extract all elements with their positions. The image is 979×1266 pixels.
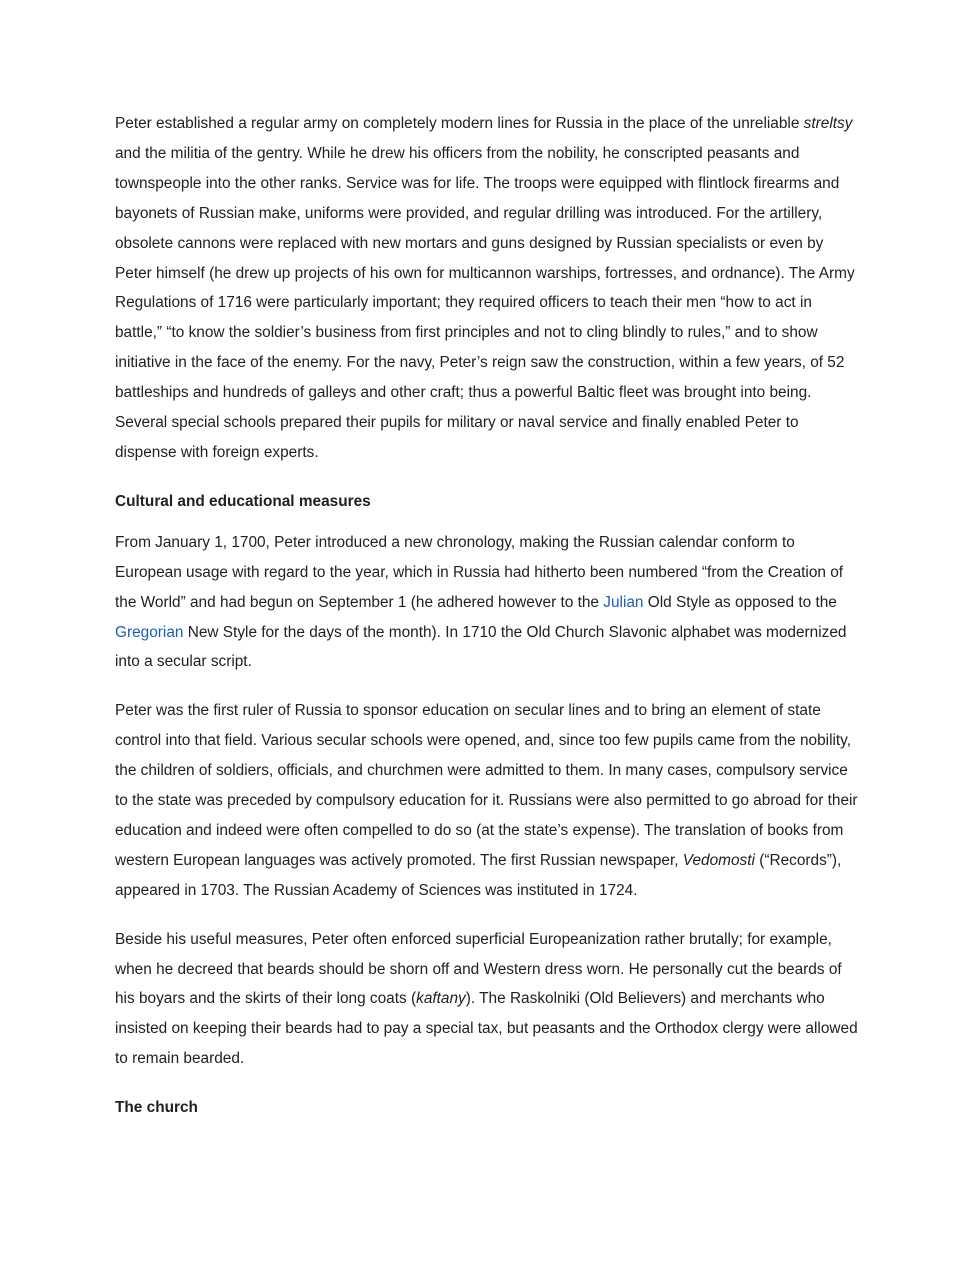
text-segment: From January 1, 1700, Peter introduced a new chronology, making the Russian calendar conform to European usage with regard to the year, which in Russia had hitherto been numbered “from the Creation of the World” and had begun on September 1 (he adhered however to the — [115, 533, 844, 611]
italic-term-streltsy: streltsy — [803, 115, 853, 132]
paragraph-education — [115, 696, 863, 905]
link-gregorian[interactable]: Gregorian — [115, 623, 184, 641]
paragraph-beards — [115, 925, 863, 1075]
text-segment: and the militia of the gentry. While he drew his officers from the nobility, he conscripted peasants and townspeople into the other ranks. Service was for life. The troops were equipped with flintlock firearms and bayonets of Russian make, uniforms were provided, and regular drilling was introduced. For the artillery, obsolete cannons were replaced with new mortars and guns designed by Russian specialists or even by Peter himself (he drew up projects of his own for multicannon warships, fortresses, and ordnance). The Army Regulations of 1716 were particularly important; they required officers to teach their men “how to act in battle,” “to know the soldier’s business from first principles and not to cling blindly to rules,” and to show initiative in the face of the enemy. For the navy, Peter’s reign saw the construction, within a few years, of 52 battleships and hundreds of galleys and other craft; thus a powerful Baltic fleet was brought into being. Several special schools prepared their pupils for military or naval service and finally enabled Peter to dispense with foreign experts. — [115, 144, 855, 461]
italic-term-kaftany: kaftany — [416, 990, 466, 1008]
text-segment: Peter was the first ruler of Russia to sponsor education on secular lines and to bring an element of state control into that field. Various secular schools were opened, and, since too few pupils came from the nobility, the children of soldiers, officials, and churchmen were admitted to them. In many cases, compulsory service to the state was preceded by compulsory education for it. Russians were also permitted to go abroad for their education and indeed were often compelled to do so (at the state’s expense). The translation of books from western European languages was actively promoted. The first Russian newspaper, — [115, 702, 858, 869]
italic-term-vedomosti: Vedomosti — [682, 851, 755, 869]
text-segment: Peter established a regular army on completely modern lines for Russia in the place of the unreliable — [115, 115, 804, 132]
text-segment: (“Records”), appeared in 1703. The Russian Academy of Sciences was instituted in 1724. — [115, 851, 842, 899]
text-segment: Beside his useful measures, Peter often enforced superficial Europeanization rather brutally; for example, when he decreed that beards should be shorn off and Western dress worn. He personally cut the beards of his boyars and the skirts of their long coats ( — [115, 930, 842, 1008]
text-segment: New Style for the days of the month). In 1710 the Old Church Slavonic alphabet was modernized into a secular script. — [115, 623, 847, 671]
link-julian[interactable]: Julian — [603, 593, 644, 611]
paragraph-army — [115, 109, 863, 468]
text-segment: Old Style as opposed to the — [643, 593, 837, 611]
text-segment: ). The Raskolniki (Old Believers) and merchants who insisted on keeping their beards had to pay a special tax, but peasants and the Orthodox clergy were allowed to remain bearded. — [115, 990, 858, 1068]
section-heading-cultural: Cultural and educational measures — [115, 492, 371, 510]
document-page — [115, 109, 863, 1134]
section-heading-church: The church — [115, 1099, 198, 1117]
paragraph-calendar — [115, 528, 863, 678]
